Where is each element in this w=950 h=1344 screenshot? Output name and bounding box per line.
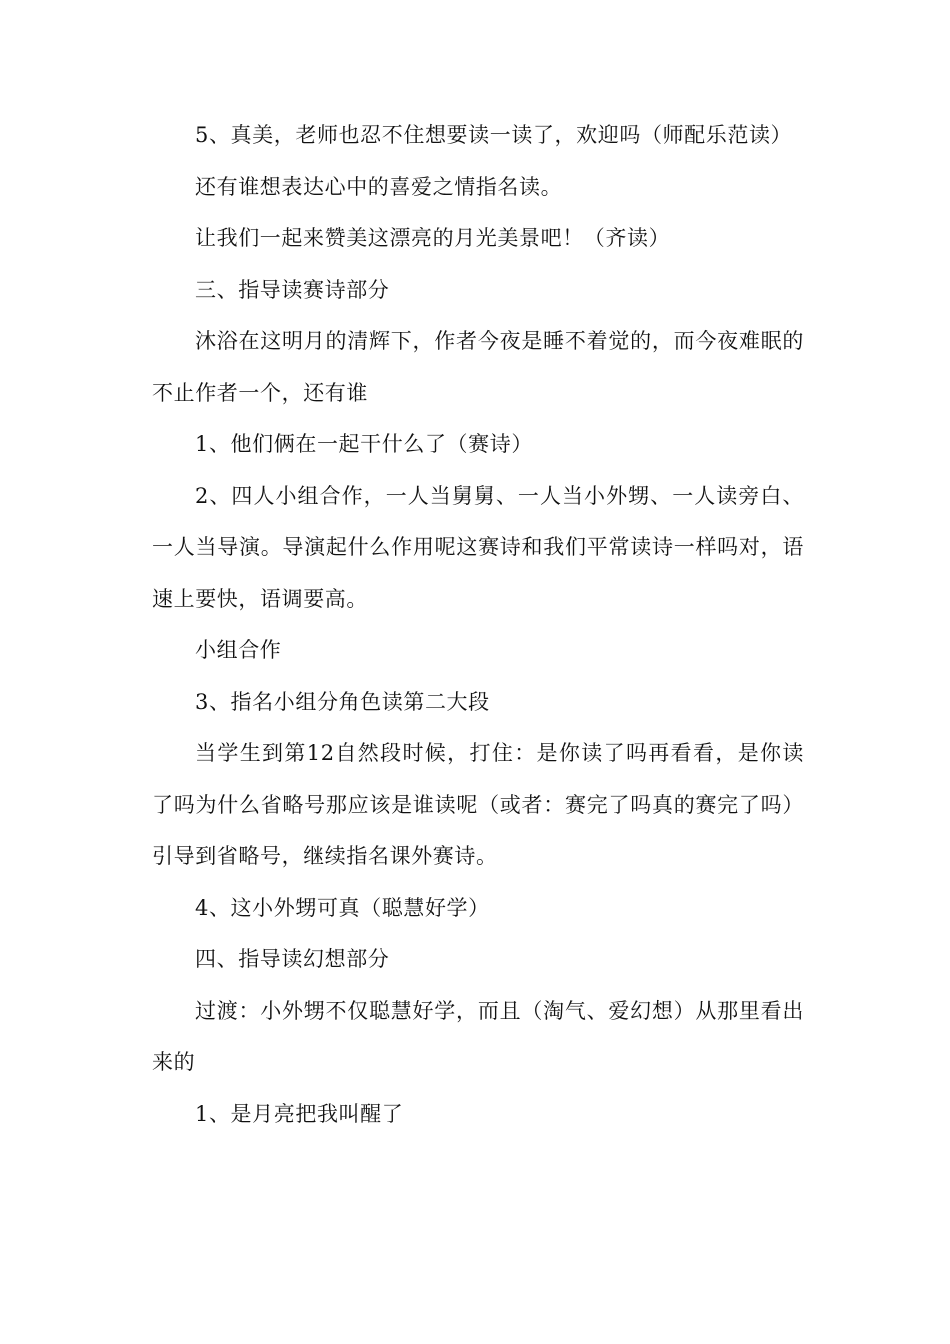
paragraph: 当学生到第12自然段时候，打住：是你读了吗再看看，是你读了吗为什么省略号那应该是谁读呢（或者：赛完了吗真的赛完了吗）引导到省略号，继续指名课外赛诗。 (152, 741, 804, 868)
paragraph: 1、他们俩在一起干什么了（赛诗） (195, 432, 533, 456)
paragraph: 2、四人小组合作，一人当舅舅、一人当小外甥、一人读旁白、一人当导演。导演起什么作用呢这赛诗和我们平常读诗一样吗对，语速上要快，语调要高。 (152, 483, 804, 611)
section-heading: 四、指导读幻想部分 (195, 947, 390, 971)
paragraph: 3、指名小组分角色读第二大段 (195, 689, 490, 714)
paragraph: 小组合作 (195, 638, 282, 662)
paragraph: 还有谁想表达心中的喜爱之情指名读。 (195, 174, 563, 199)
section-heading: 三、指导读赛诗部分 (195, 277, 390, 302)
document-body (152, 110, 804, 1140)
paragraph: 过渡：小外甥不仅聪慧好学，而且（淘气、爱幻想）从那里看出来的 (152, 998, 804, 1074)
paragraph: 5、真美，老师也忍不住想要读一读了，欢迎吗（师配乐范读） (195, 123, 793, 147)
paragraph: 让我们一起来赞美这漂亮的月光美景吧！（齐读） (195, 226, 671, 250)
paragraph: 4、这小外甥可真（聪慧好学） (195, 895, 490, 920)
paragraph: 1、是月亮把我叫醒了 (195, 1101, 404, 1126)
paragraph: 沐浴在这明月的清辉下，作者今夜是睡不着觉的，而今夜难眠的不止作者一个，还有谁 (152, 329, 804, 405)
